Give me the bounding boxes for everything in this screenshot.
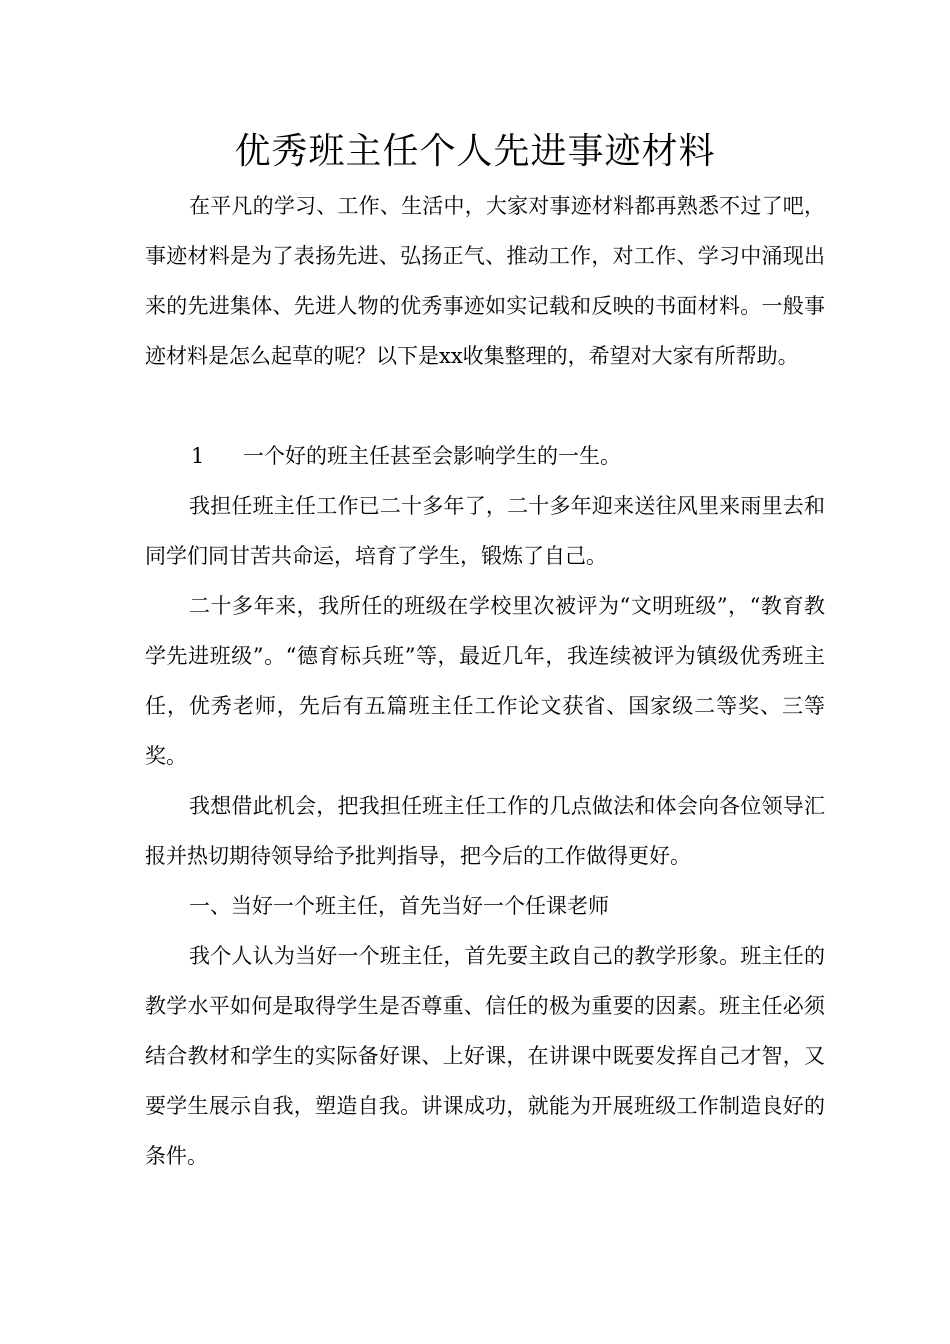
body-paragraph: 我担任班主任工作已二十多年了，二十多年迎来送往风里来雨里去和同学们同甘苦共命运，培育了学生，锻炼了自己。 [145,494,825,568]
section-heading [145,431,825,481]
document-title: 优秀班主任个人先进事迹材料 [234,131,716,172]
body-paragraph: 二十多年来，我所任的班级在学校里次被评为“文明班级”，“教育教学先进班级”。“德育标兵班”等，最近几年，我连续被评为镇级优秀班主任，优秀老师，先后有五篇班主任工作论文获省、国家级二等奖、三等奖。 [145,594,825,768]
blank-line [145,381,825,431]
section-heading-text: 一个好的班主任甚至会影响学生的一生。 [243,444,621,468]
body-paragraph: 我个人认为当好一个班主任，首先要主政自己的教学形象。班主任的教学水平如何是取得学生是否尊重、信任的极为重要的因素。班主任必须结合教材和学生的实际备好课、上好课，在讲课中既要发挥自己才智，又要学生展示自我，塑造自我。讲课成功，就能为开展班级工作制造良好的条件。 [145,944,825,1168]
intro-paragraph: 在平凡的学习、工作、生活中，大家对事迹材料都再熟悉不过了吧，事迹材料是为了表扬先进、弘扬正气、推动工作，对工作、学习中涌现出来的先进集体、先进人物的优秀事迹如实记载和反映的书面材料。一般事迹材料是怎么起草的呢？以下是xx收集整理的，希望对大家有所帮助。 [145,194,825,368]
document-body [145,181,825,1181]
section-number: 1 [191,444,205,468]
body-paragraph: 我想借此机会，把我担任班主任工作的几点做法和体会向各位领导汇报并热切期待领导给予批判指导，把今后的工作做得更好。 [145,794,825,868]
subheading-paragraph: 一、当好一个班主任，首先当好一个任课老师 [189,894,609,918]
